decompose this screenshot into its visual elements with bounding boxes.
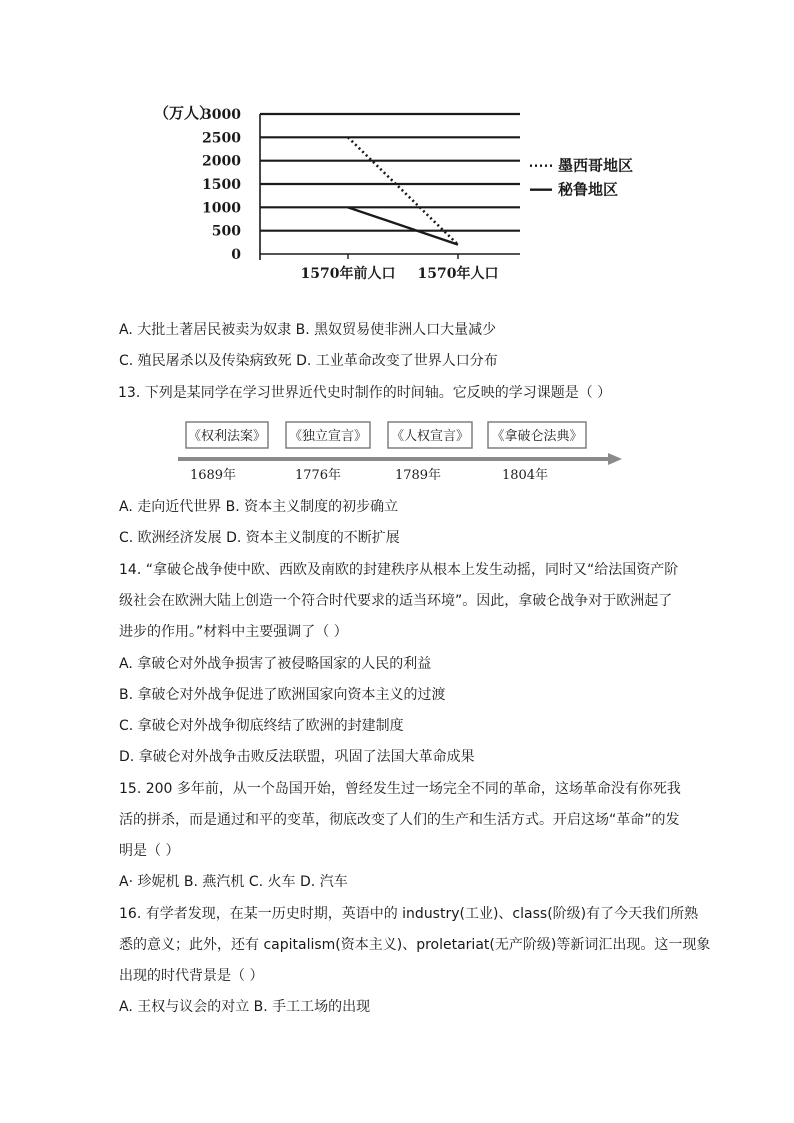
- timeline-year: 1804年: [501, 468, 549, 483]
- q16-options: A. 王权与议会的对立 B. 手工工场的出现: [119, 999, 371, 1015]
- chart-grid: [260, 114, 520, 231]
- q14-option-d: D. 拿破仑对外战争击败反法联盟，巩固了法国大革命成果: [119, 749, 475, 765]
- q16-stem-line1: 16. 有学者发现，在某一历史时期，英语中的 industry(工业)、class(阶级)有了今天我们所熟: [119, 906, 699, 922]
- x-tick-label: 1570年人口: [417, 266, 499, 282]
- y-tick-label: 1000: [202, 200, 241, 217]
- timeline-event-label: 《权利法案》: [187, 429, 267, 444]
- q15-stem-line2: 活的拼杀，而是通过和平的变革，彻底改变了人们的生产和生活方式。开启这场“革命”的发: [119, 812, 680, 828]
- timeline-event-label: 《人权宣言》: [390, 429, 470, 444]
- chart-series: [348, 137, 458, 245]
- y-tick-label: 0: [231, 247, 241, 263]
- q14-stem-line1: 14. “拿破仑战争使中欧、西欧及南欧的封建秩序从根本上发生动摇，同时又“给法国资产阶: [119, 562, 679, 578]
- q12-options-line2: C. 殖民屠杀以及传染病致死 D. 工业革命改变了世界人口分布: [119, 353, 498, 369]
- q16-stem-line2: 悉的意义；此外，还有 capitalism(资本主义)、proletariat(无产阶级)等新词汇出现。这一现象: [119, 937, 711, 953]
- y-tick-label: 2500: [202, 130, 241, 147]
- legend-label: 墨西哥地区: [558, 156, 634, 175]
- series-line-1: [348, 207, 458, 244]
- q15-stem-line1: 15. 200 多年前，从一个岛国开始，曾经发生过一场完全不同的革命，这场革命没有你死我: [119, 781, 681, 797]
- timeline-year: 1689年: [189, 468, 237, 483]
- q14-stem-line2: 级社会在欧洲大陆上创造一个符合时代要求的适当环境”。因此，拿破仑战争对于欧洲起了: [119, 593, 673, 609]
- q15-stem-line3: 明是（ ）: [119, 843, 180, 859]
- x-tick-label: 1570年前人口: [300, 266, 396, 282]
- q14-option-b: B. 拿破仑对外战争促进了欧洲国家向资本主义的过渡: [119, 687, 446, 703]
- q13-options-line2: C. 欧洲经济发展 D. 资本主义制度的不断扩展: [119, 530, 400, 546]
- y-tick-label: 2000: [202, 153, 241, 170]
- timeline-arrowhead: [608, 453, 622, 465]
- y-unit-label: （万人）: [154, 104, 215, 122]
- timeline: [170, 418, 630, 490]
- timeline-event-label: 《拿破仑法典》: [491, 429, 583, 444]
- q12-options-line1: A. 大批土著居民被卖为奴隶 B. 黑奴贸易使非洲人口大量减少: [119, 322, 497, 338]
- chart-legend: [530, 157, 633, 199]
- population-line-chart: [140, 96, 660, 286]
- y-tick-label: 3000: [202, 107, 241, 123]
- q15-options: A· 珍妮机 B. 燕汽机 C. 火车 D. 汽车: [119, 874, 348, 890]
- q16-stem-line3: 出现的时代背景是（ ）: [119, 968, 264, 984]
- legend-label: 秘鲁地区: [558, 180, 619, 199]
- chart-axes: [202, 107, 520, 282]
- q14-option-c: C. 拿破仑对外战争彻底终结了欧洲的封建制度: [119, 718, 404, 734]
- series-line-0: [348, 137, 458, 244]
- y-tick-label: 500: [211, 223, 241, 240]
- q13-options-line1: A. 走向近代世界 B. 资本主义制度的初步确立: [119, 499, 399, 515]
- timeline-year: 1789年: [394, 468, 442, 483]
- y-tick-label: 1500: [202, 177, 241, 193]
- timeline-year: 1776年: [294, 468, 342, 483]
- timeline-event-label: 《独立宣言》: [288, 429, 368, 444]
- q13-stem: 13. 下列是某同学在学习世界近代史时制作的时间轴。它反映的学习课题是（ ）: [118, 385, 612, 401]
- q14-option-a: A. 拿破仑对外战争损害了被侵略国家的人民的利益: [119, 656, 432, 672]
- q14-stem-line3: 进步的作用。”材料中主要强调了（ ）: [119, 624, 348, 640]
